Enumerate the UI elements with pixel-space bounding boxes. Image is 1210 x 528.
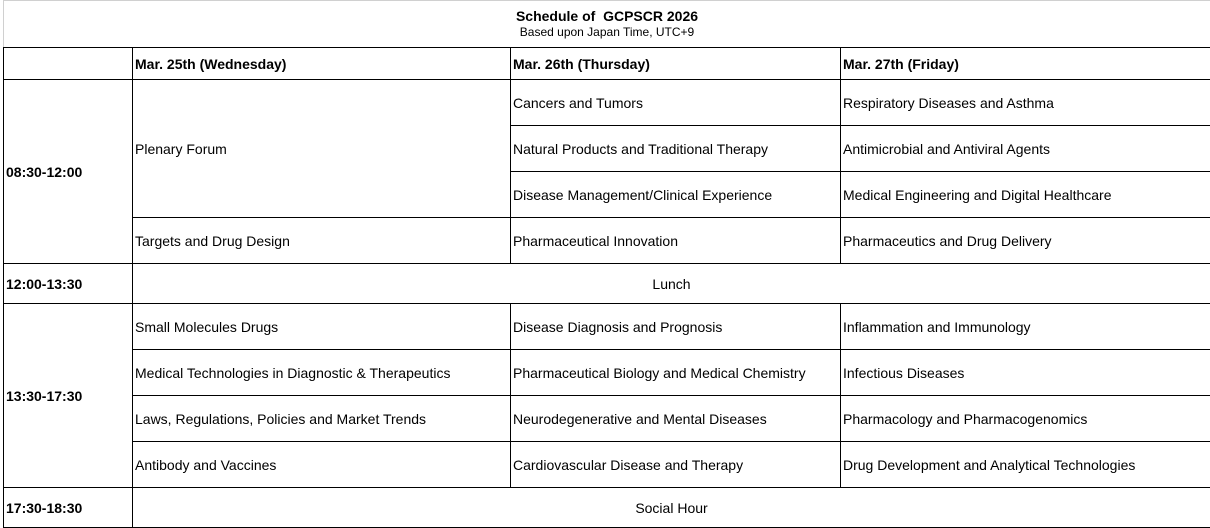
session-cell-wed: Antibody and Vaccines [133, 442, 511, 488]
time-slot-morning: 08:30-12:00 [4, 80, 133, 264]
social-row [4, 488, 1210, 528]
header-time-cell [4, 48, 133, 80]
title-cell [4, 1, 1210, 48]
session-cell-fri: Pharmacology and Pharmacogenomics [841, 396, 1210, 442]
table-row [4, 218, 1210, 264]
session-cell-fri: Infectious Diseases [841, 350, 1210, 396]
table-row [4, 350, 1210, 396]
session-cell-wed: Targets and Drug Design [133, 218, 511, 264]
time-slot-afternoon: 13:30-17:30 [4, 304, 133, 488]
table-row [4, 396, 1210, 442]
session-cell-fri: Drug Development and Analytical Technologies [841, 442, 1210, 488]
schedule-title: Schedule of GCPSCR 2026 [515, 8, 699, 24]
schedule-table [3, 0, 1210, 528]
session-cell-thu: Pharmaceutical Innovation [511, 218, 841, 264]
session-cell-thu: Natural Products and Traditional Therapy [511, 126, 841, 172]
schedule-subtitle: Based upon Japan Time, UTC+9 [519, 25, 695, 39]
table-row [4, 304, 1210, 350]
table-row [4, 80, 1210, 126]
session-cell-wed: Small Molecules Drugs [133, 304, 511, 350]
time-slot-lunch: 12:00-13:30 [4, 264, 133, 304]
social-hour-cell: Social Hour [133, 488, 1210, 528]
header-day-wednesday: Mar. 25th (Wednesday) [133, 48, 511, 80]
session-cell-thu: Neurodegenerative and Mental Diseases [511, 396, 841, 442]
header-day-friday: Mar. 27th (Friday) [841, 48, 1210, 80]
time-slot-social: 17:30-18:30 [4, 488, 133, 528]
title-row [4, 1, 1210, 48]
session-cell-thu: Cardiovascular Disease and Therapy [511, 442, 841, 488]
session-cell-thu: Disease Management/Clinical Experience [511, 172, 841, 218]
session-cell-fri: Pharmaceutics and Drug Delivery [841, 218, 1210, 264]
header-day-thursday: Mar. 26th (Thursday) [511, 48, 841, 80]
session-cell-wed: Medical Technologies in Diagnostic & Therapeutics [133, 350, 511, 396]
session-cell-wed: Laws, Regulations, Policies and Market Trends [133, 396, 511, 442]
session-cell-thu: Disease Diagnosis and Prognosis [511, 304, 841, 350]
header-row [4, 48, 1210, 80]
lunch-cell: Lunch [133, 264, 1210, 304]
table-row [4, 442, 1210, 488]
session-cell-fri: Respiratory Diseases and Asthma [841, 80, 1210, 126]
session-cell-fri: Medical Engineering and Digital Healthcare [841, 172, 1210, 218]
session-cell-thu: Pharmaceutical Biology and Medical Chemistry [511, 350, 841, 396]
session-cell-wed: Plenary Forum [133, 80, 511, 218]
session-cell-thu: Cancers and Tumors [511, 80, 841, 126]
session-cell-fri: Inflammation and Immunology [841, 304, 1210, 350]
lunch-row [4, 264, 1210, 304]
session-cell-fri: Antimicrobial and Antiviral Agents [841, 126, 1210, 172]
